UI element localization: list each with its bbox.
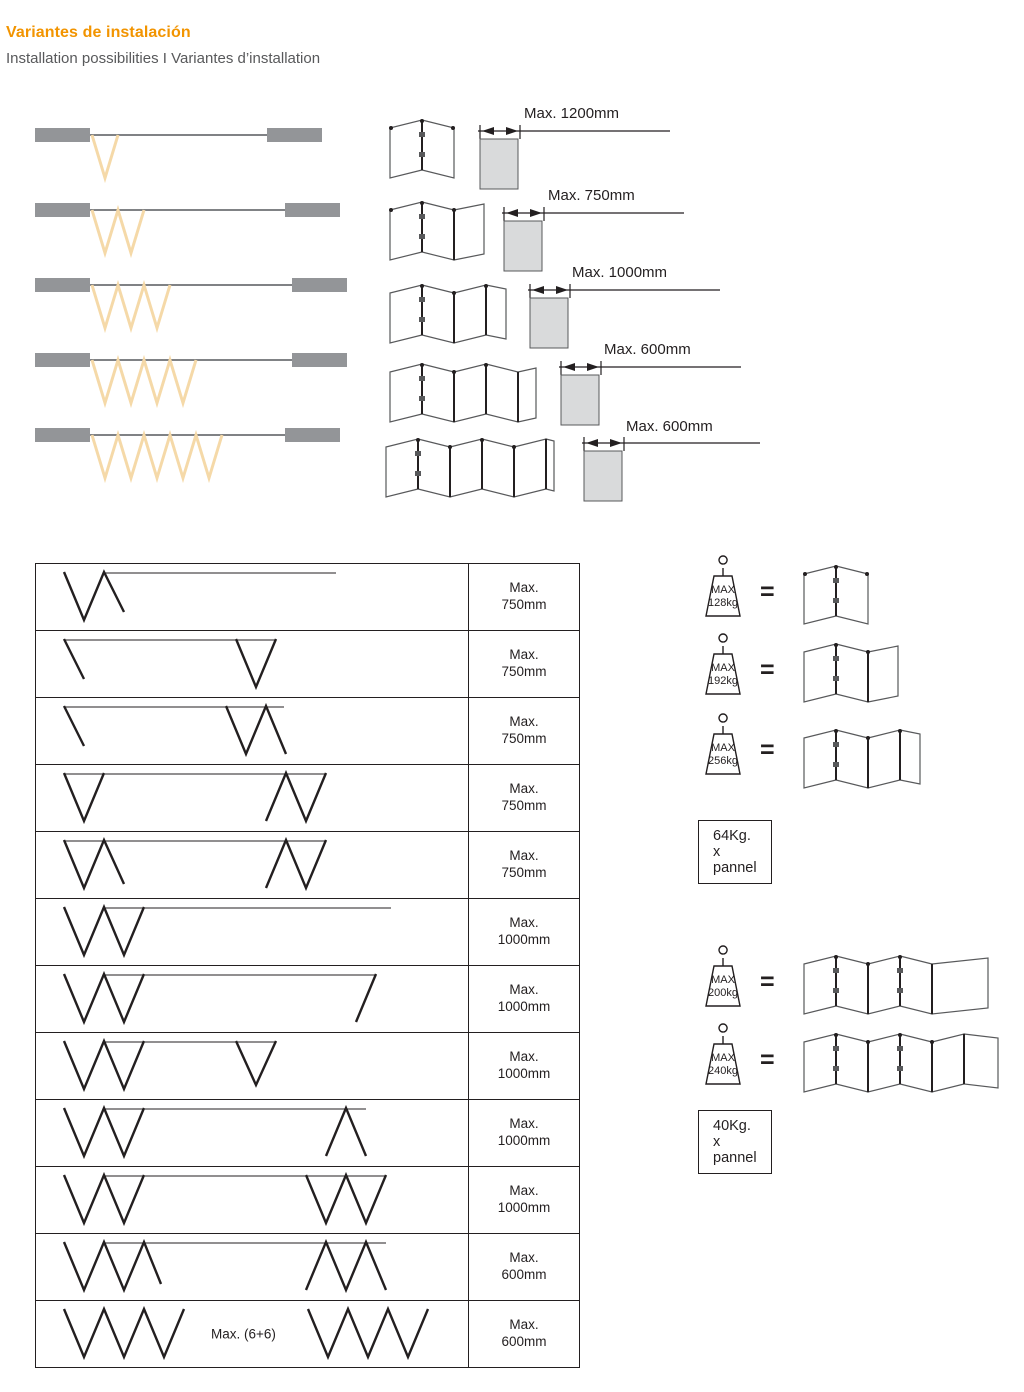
max-label-1200: Max. 1200mm — [524, 105, 620, 122]
rail-diagram-2 — [35, 203, 340, 253]
dimension-block-1200 — [474, 113, 674, 193]
weight-item-256 — [690, 718, 760, 780]
row-mid-label-12: Max. (6+6) — [211, 1326, 276, 1342]
table-row — [36, 1234, 580, 1301]
max-value: 1000mm — [497, 932, 551, 947]
panel-group-2 — [388, 118, 458, 180]
weight-panels-4 — [802, 728, 922, 790]
row-max-4 — [469, 765, 580, 832]
weight-item-192 — [690, 638, 760, 700]
row-diagram-7 — [36, 966, 469, 1033]
weight-panels-6 — [802, 1032, 1002, 1094]
row-diagram-11 — [36, 1234, 469, 1301]
weight-max-text: MAX — [711, 584, 735, 596]
row-diagram-6 — [36, 899, 469, 966]
dimension-block-750 — [498, 195, 698, 275]
left-rail-diagrams — [30, 120, 360, 510]
rail-diagram-1 — [35, 128, 322, 178]
row-max-5 — [469, 832, 580, 899]
equals-sign-4: = — [760, 968, 775, 996]
table-row — [36, 631, 580, 698]
row-max-8 — [469, 1033, 580, 1100]
weight-panels-3 — [802, 642, 902, 704]
max-word: Max. — [509, 1183, 539, 1199]
max-word: Max. — [509, 982, 539, 998]
weight-value-text: 240kg — [708, 1064, 738, 1077]
row-diagram-1 — [36, 564, 469, 631]
max-word: Max. — [509, 1250, 539, 1266]
max-label-600-a: Max. 600mm — [604, 341, 691, 358]
rail-diagram-3 — [35, 278, 347, 328]
table-row — [36, 564, 580, 631]
weight-max-text: MAX — [711, 974, 735, 986]
row-max-12 — [469, 1301, 580, 1368]
weight-item-240 — [690, 1028, 760, 1090]
max-word: Max. — [509, 781, 539, 797]
max-word: Max. — [509, 1317, 539, 1333]
table-row — [36, 698, 580, 765]
row-max-7 — [469, 966, 580, 1033]
panel-group-3 — [388, 200, 488, 262]
row-diagram-8 — [36, 1033, 469, 1100]
table-row — [36, 1033, 580, 1100]
max-label-1000: Max. 1000mm — [572, 264, 668, 281]
max-value: 600mm — [501, 1334, 547, 1349]
table-row — [36, 899, 580, 966]
max-word: Max. — [509, 714, 539, 730]
equals-sign-1: = — [760, 578, 775, 606]
max-word: Max. — [509, 1049, 539, 1065]
weight-item-128 — [690, 560, 760, 622]
max-value: 750mm — [501, 865, 547, 880]
max-value: 1000mm — [497, 999, 551, 1014]
max-value: 1000mm — [497, 1133, 551, 1148]
weight-max-text: MAX — [711, 1052, 735, 1064]
table-row — [36, 966, 580, 1033]
row-max-2 — [469, 631, 580, 698]
note-40kg: 40Kg. x pannel — [698, 1110, 772, 1174]
weight-value-text: 192kg — [708, 674, 738, 687]
note-64kg: 64Kg. x pannel — [698, 820, 772, 884]
table-row — [36, 1167, 580, 1234]
dimension-block-600-a — [555, 349, 755, 429]
combination-table — [35, 563, 580, 1368]
panel-group-5 — [388, 362, 538, 424]
weight-value-text: 256kg — [708, 754, 738, 767]
dimension-block-1000 — [524, 272, 724, 352]
row-max-10 — [469, 1167, 580, 1234]
row-diagram-12 — [36, 1301, 469, 1368]
max-label-600-b: Max. 600mm — [626, 418, 713, 435]
equals-sign-5: = — [760, 1046, 775, 1074]
max-value: 750mm — [501, 731, 547, 746]
page-subtitle: Installation possibilities I Variantes d’installation — [6, 50, 321, 67]
table-row — [36, 765, 580, 832]
weight-max-text: MAX — [711, 742, 735, 754]
max-value: 750mm — [501, 597, 547, 612]
max-word: Max. — [509, 1116, 539, 1132]
weight-max-text: MAX — [711, 662, 735, 674]
table-row — [36, 832, 580, 899]
weight-value-text: 200kg — [708, 986, 738, 999]
max-value: 600mm — [501, 1267, 547, 1282]
max-value: 750mm — [501, 664, 547, 679]
weight-value-text: 128kg — [708, 596, 738, 609]
max-value: 1000mm — [497, 1066, 551, 1081]
dimension-block-600-b — [578, 425, 778, 505]
max-value: 1000mm — [497, 1200, 551, 1215]
weight-panels-5 — [802, 954, 992, 1016]
row-max-11 — [469, 1234, 580, 1301]
row-diagram-2 — [36, 631, 469, 698]
rail-diagram-5 — [35, 428, 340, 478]
row-diagram-5 — [36, 832, 469, 899]
max-word: Max. — [509, 647, 539, 663]
equals-sign-2: = — [760, 656, 775, 684]
row-max-6 — [469, 899, 580, 966]
rail-diagram-4 — [35, 353, 347, 403]
weight-panels-2 — [802, 564, 872, 626]
max-value: 750mm — [501, 798, 547, 813]
weight-item-200 — [690, 950, 760, 1012]
row-max-9 — [469, 1100, 580, 1167]
row-diagram-4 — [36, 765, 469, 832]
row-max-3 — [469, 698, 580, 765]
table-row — [36, 1100, 580, 1167]
max-word: Max. — [509, 580, 539, 596]
max-word: Max. — [509, 848, 539, 864]
max-word: Max. — [509, 915, 539, 931]
max-label-750: Max. 750mm — [548, 187, 635, 204]
row-diagram-10 — [36, 1167, 469, 1234]
panel-group-6 — [384, 437, 556, 499]
panel-group-4 — [388, 283, 508, 345]
table-row — [36, 1301, 580, 1368]
row-diagram-9 — [36, 1100, 469, 1167]
page-title: Variantes de instalación — [6, 24, 191, 41]
equals-sign-3: = — [760, 736, 775, 764]
row-diagram-3 — [36, 698, 469, 765]
row-max-1 — [469, 564, 580, 631]
